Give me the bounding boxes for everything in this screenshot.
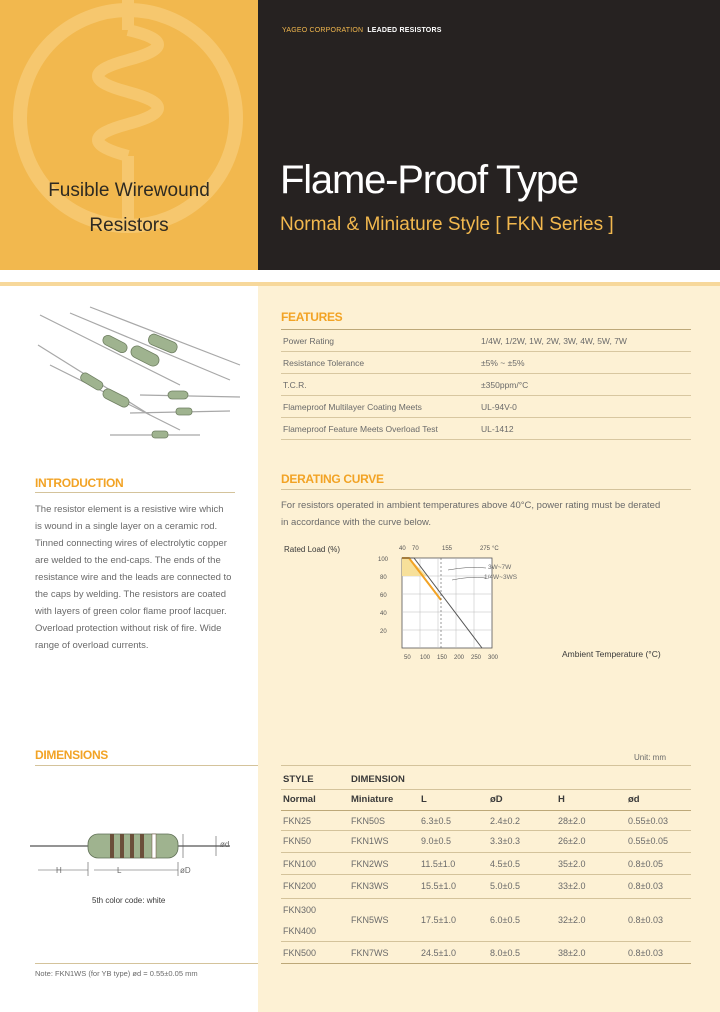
product-photo [30, 305, 250, 445]
table-cell: FKN50 [283, 836, 312, 846]
intro-line: range of overload currents. [35, 640, 149, 651]
derating-chart [366, 540, 506, 664]
feature-label: Resistance Tolerance [283, 358, 365, 368]
intro-line: are welded to the end-caps. The ends of the [35, 555, 221, 566]
table-cell: 0.8±0.03 [628, 881, 663, 891]
column-header: Miniature [351, 794, 394, 805]
derating-ylabel: Rated Load (%) [284, 545, 341, 554]
column-header: øD [490, 794, 503, 805]
derating-text-line2: in accordance with the curve below. [281, 517, 431, 528]
feature-value: ±350ppm/°C [481, 380, 529, 390]
divider [35, 492, 235, 493]
table-cell: FKN100 [283, 859, 317, 869]
label-d: øD [180, 866, 191, 875]
page-title: Flame-Proof Type [280, 158, 578, 202]
x-tick: 250 [471, 655, 482, 661]
table-cell: 17.5±1.0 [421, 915, 456, 925]
label-pd: ød [220, 840, 230, 849]
table-cell: 11.5±1.0 [421, 859, 456, 869]
feature-row [281, 374, 691, 396]
series-label: 3W~7W [488, 564, 512, 571]
unit-label: Unit: mm [634, 753, 666, 762]
style-header: STYLE [283, 774, 314, 785]
table-cell: 2.4±0.2 [490, 816, 520, 826]
introduction-heading: INTRODUCTION [35, 476, 124, 490]
table-cell: 0.8±0.03 [628, 948, 663, 958]
y-tick: 80 [380, 575, 387, 581]
table-cell: FKN25 [283, 816, 312, 826]
table-cell: 9.0±0.5 [421, 836, 451, 846]
left-title-line2: Resistors [89, 215, 169, 236]
divider [281, 941, 691, 942]
header-left-band [0, 0, 258, 270]
intro-line: resistance wire and the leads are connected to [35, 572, 232, 583]
table-cell: FKN2WS [351, 859, 389, 869]
table-cell: 6.3±0.5 [421, 816, 451, 826]
derating-xlabel: Ambient Temperature (°C) [562, 649, 661, 659]
table-cell: FKN400 [283, 926, 317, 936]
table-cell: FKN5WS [351, 915, 389, 925]
table-cell: 35±2.0 [558, 859, 586, 869]
top-tick: 70 [412, 546, 419, 552]
table-cell: 32±2.0 [558, 915, 586, 925]
table-cell: 26±2.0 [558, 836, 586, 846]
x-tick: 300 [488, 655, 499, 661]
table-cell: 0.8±0.03 [628, 915, 663, 925]
table-cell: 28±2.0 [558, 816, 586, 826]
intro-line: is wound in a single layer on a ceramic rod. [35, 521, 218, 532]
x-tick: 150 [437, 655, 448, 661]
divider [281, 810, 691, 811]
divider [281, 963, 691, 964]
divider [281, 898, 691, 899]
feature-value: 1/4W, 1/2W, 1W, 2W, 3W, 4W, 5W, 7W [481, 336, 627, 346]
divider [281, 830, 691, 831]
table-cell: FKN500 [283, 948, 317, 958]
table-cell: FKN300 [283, 905, 317, 915]
y-tick: 40 [380, 611, 387, 617]
table-cell: 6.0±0.5 [490, 915, 520, 925]
table-cell: 0.55±0.03 [628, 816, 668, 826]
intro-line: the caps by welding. The resistors are coated [35, 589, 226, 600]
table-cell: 8.0±0.5 [490, 948, 520, 958]
table-cell: 3.3±0.3 [490, 836, 520, 846]
column-header: H [558, 794, 565, 805]
feature-label: Power Rating [283, 336, 335, 346]
intro-line: The resistor element is a resistive wire which [35, 504, 224, 515]
feature-row [281, 418, 691, 440]
divider [281, 765, 691, 766]
divider [281, 489, 691, 490]
y-tick: 20 [380, 629, 387, 635]
top-tick: °C [492, 546, 499, 552]
dimensions-heading: DIMENSIONS [35, 748, 109, 762]
table-cell: 5.0±0.5 [490, 881, 520, 891]
x-tick: 100 [420, 655, 431, 661]
top-tick: 155 [442, 546, 453, 552]
dimension-header: DIMENSION [351, 774, 405, 785]
resistor-dimension-drawing [30, 824, 245, 884]
feature-label: T.C.R. [283, 380, 307, 390]
y-tick: 100 [378, 557, 389, 563]
top-tick: 40 [399, 546, 406, 552]
table-cell: 15.5±1.0 [421, 881, 456, 891]
table-cell: FKN7WS [351, 948, 389, 958]
feature-row [281, 330, 691, 352]
intro-line: Overload protection without risk of fire. Wide [35, 623, 222, 634]
table-cell: FKN200 [283, 881, 317, 891]
brand: YAGEO CORPORATION LEADED RESISTORS [282, 27, 442, 34]
feature-value: UL-94V-0 [481, 402, 517, 412]
divider [281, 852, 691, 853]
table-cell: FKN3WS [351, 881, 389, 891]
feature-label: Flameproof Feature Meets Overload Test [283, 424, 438, 434]
color-code-note: 5th color code: white [92, 896, 166, 905]
divider [35, 765, 258, 766]
table-cell: FKN1WS [351, 836, 389, 846]
column-header: ød [628, 794, 640, 805]
intro-line: Tinned connecting wires of electrolytic copper [35, 538, 227, 549]
table-cell: 38±2.0 [558, 948, 586, 958]
table-cell: 24.5±1.0 [421, 948, 456, 958]
table-cell: 33±2.0 [558, 881, 586, 891]
derating-text-line1: For resistors operated in ambient temperatures above 40°C, power rating must be derated [281, 500, 661, 511]
column-header: Normal [283, 794, 316, 805]
column-header: L [421, 794, 427, 805]
label-l: L [117, 866, 122, 875]
derating-heading: DERATING CURVE [281, 472, 384, 486]
intro-line: with layers of green color flame proof lacquer. [35, 606, 227, 617]
series-label: 1/4W~3WS [484, 574, 518, 581]
footnote: Note: FKN1WS (for YB type) ød = 0.55±0.05 mm [35, 969, 198, 978]
top-tick: 275 [480, 546, 491, 552]
y-tick: 60 [380, 593, 387, 599]
table-cell: 0.55±0.05 [628, 836, 668, 846]
table-cell: 0.8±0.05 [628, 859, 663, 869]
divider [281, 874, 691, 875]
table-cell: FKN50S [351, 816, 386, 826]
feature-value: UL-1412 [481, 424, 514, 434]
introduction-text [35, 501, 231, 654]
x-tick: 50 [404, 655, 411, 661]
x-tick: 200 [454, 655, 465, 661]
divider [281, 789, 691, 790]
table-cell: 4.5±0.5 [490, 859, 520, 869]
feature-label: Flameproof Multilayer Coating Meets [283, 402, 422, 412]
feature-row [281, 396, 691, 418]
features-heading: FEATURES [281, 310, 343, 324]
page-subtitle: Normal & Miniature Style [ FKN Series ] [280, 214, 614, 235]
feature-value: ±5% ~ ±5% [481, 358, 525, 368]
label-h: H [56, 866, 62, 875]
divider [35, 963, 258, 964]
left-title-line1: Fusible Wirewound [48, 180, 210, 201]
feature-row [281, 352, 691, 374]
